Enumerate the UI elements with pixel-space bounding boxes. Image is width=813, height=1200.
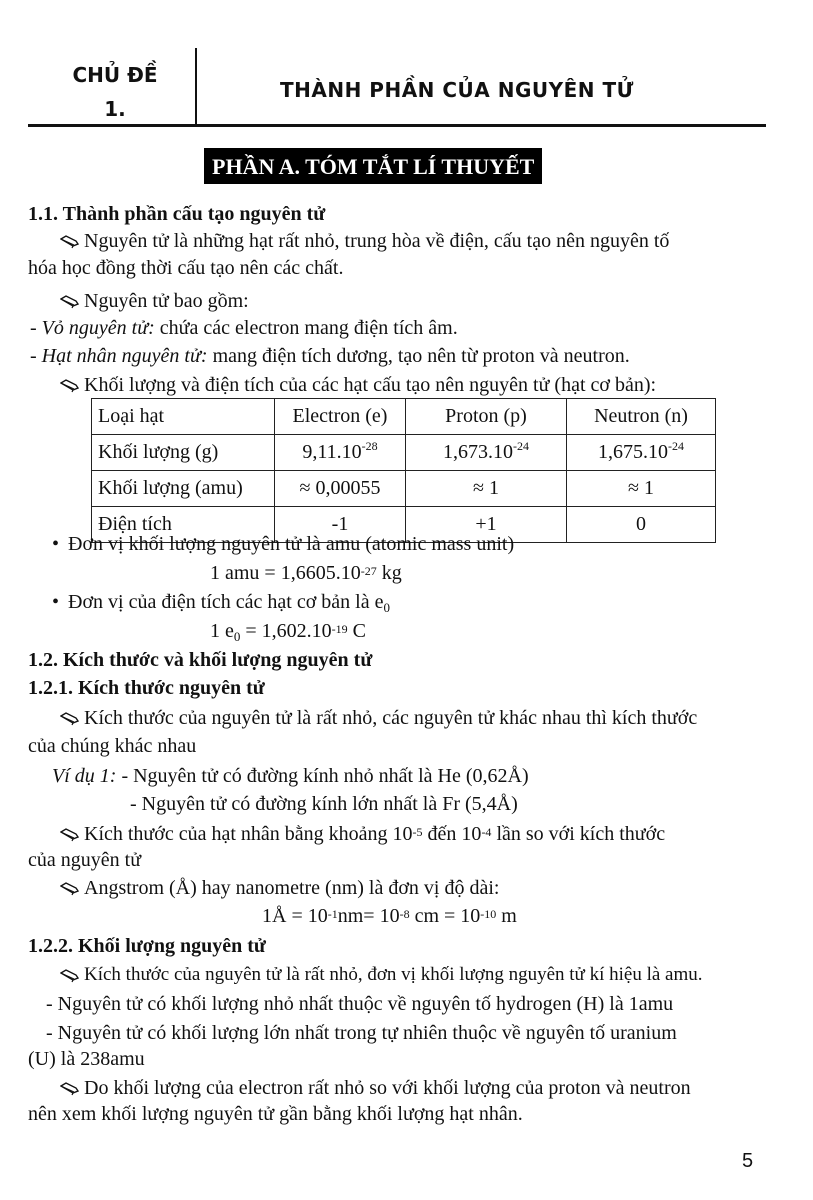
chapter-title: THÀNH PHẦN CỦA NGUYÊN TỬ <box>280 78 634 102</box>
list-item: - Nguyên tử có khối lượng lớn nhất trong tự nhiên thuộc về nguyên tố uranium <box>46 1022 677 1044</box>
equation: 1 $e_0 = 1,602.10^{-19}$ C <box>210 620 367 644</box>
paragraph-text: Do khối lượng của electron rất nhỏ so với khối lượng của proton và neutron <box>84 1077 691 1099</box>
paragraph-text: Kích thước của nguyên tử là rất nhỏ, các nguyên tử khác nhau thì kích thước <box>84 707 698 729</box>
page-number: 5 <box>742 1150 754 1172</box>
paragraph-continuation: hóa học đồng thời cấu tạo nên các chất. <box>28 257 344 279</box>
table-cell: ≈ 0,00055 <box>275 471 406 507</box>
table-cell: ≈ 1 <box>567 471 716 507</box>
term-text: mang điện tích dương, tạo nên từ proton và neutron. <box>207 345 630 367</box>
paragraph-text: Kích thước của nguyên tử là rất nhỏ, đơn vị khối lượng nguyên tử kí hiệu là amu. <box>84 964 703 985</box>
writing-hand-icon <box>60 235 80 249</box>
header-rule <box>28 124 766 127</box>
list-item-nucleus: - Hạt nhân nguyên tử: mang điện tích dương, tạo nên từ proton và neutron. <box>30 345 630 367</box>
writing-hand-icon <box>60 712 80 726</box>
header-divider <box>195 48 197 124</box>
paragraph <box>60 706 697 730</box>
equation: 1Å = $10^{-1}nm= 10^{-8}$ cm = $10^{-10}$ m <box>262 905 517 927</box>
part-a-banner: PHẦN A. TÓM TẮT LÍ THUYẾT <box>204 148 542 184</box>
paragraph-continuation: nên xem khối lượng nguyên tử gần bằng khối lượng hạt nhân. <box>28 1103 523 1125</box>
list-item-shell: - Vỏ nguyên tử: chứa các electron mang điện tích âm. <box>30 317 458 339</box>
paragraph-text: Khối lượng và điện tích của các hạt cấu tạo nên nguyên tử (hạt cơ bản): <box>84 374 657 396</box>
table-cell: Khối lượng (g) <box>92 435 275 471</box>
table-cell: $1,675.10^{-24}$ <box>567 435 716 471</box>
table-cell: Proton (p) <box>406 399 567 435</box>
table-cell: -1 <box>275 507 406 543</box>
writing-hand-icon <box>60 379 80 393</box>
topic-label-line1: CHỦ ĐỀ <box>72 63 158 87</box>
paragraph <box>60 876 499 900</box>
topic-label-line2: 1. <box>104 97 126 121</box>
particle-table <box>91 398 716 543</box>
list-item-text: Đơn vị khối lượng nguyên tử là amu (atomic mass unit) <box>68 533 515 555</box>
writing-hand-icon <box>60 1082 80 1096</box>
table-cell: Electron (e) <box>275 399 406 435</box>
table-cell: ≈ 1 <box>406 471 567 507</box>
term-label: Hạt nhân nguyên tử: <box>41 345 208 367</box>
example-text: - Nguyên tử có đường kính nhỏ nhất là He (0,62Å) <box>116 765 529 787</box>
table-row <box>92 399 716 435</box>
paragraph-text: Angstrom (Å) hay nanometre (nm) là đơn vị độ dài: <box>84 877 500 899</box>
bullet-icon: • <box>52 591 60 613</box>
equation: 1 amu = $1,6605.10^{-27}$ kg <box>210 562 402 584</box>
table-cell: Khối lượng (amu) <box>92 471 275 507</box>
table-cell: +1 <box>406 507 567 543</box>
section-1-2-heading: 1.2. Kích thước và khối lượng nguyên tử <box>28 649 373 671</box>
paragraph-continuation: của nguyên tử <box>28 849 142 871</box>
paragraph <box>60 1076 691 1100</box>
table-row <box>92 471 716 507</box>
term-label: Vỏ nguyên tử: <box>41 317 155 339</box>
section-1-1-heading: 1.1. Thành phần cấu tạo nguyên tử <box>28 203 326 225</box>
table-cell: $1,673.10^{-24}$ <box>406 435 567 471</box>
table-cell: $9,11.10^{-28}$ <box>275 435 406 471</box>
example: - Nguyên tử có đường kính lớn nhất là Fr (5,4Å) <box>130 793 518 815</box>
list-item: • Đơn vị của điện tích các hạt cơ bản là $e_0$ <box>52 591 390 615</box>
writing-hand-icon <box>60 828 80 842</box>
example <box>52 764 529 788</box>
term-text: chứa các electron mang điện tích âm. <box>154 317 458 339</box>
paragraph-continuation: (U) là 238amu <box>28 1048 145 1070</box>
table-cell: Điện tích <box>92 507 275 543</box>
section-1-2-1-heading: 1.2.1. Kích thước nguyên tử <box>28 677 265 699</box>
list-item <box>52 532 514 556</box>
paragraph-text: Nguyên tử là những hạt rất nhỏ, trung hòa về điện, cấu tạo nên nguyên tố <box>84 230 670 252</box>
paragraph-text: Nguyên tử bao gồm: <box>84 290 249 312</box>
list-item: - Nguyên tử có khối lượng nhỏ nhất thuộc về nguyên tố hydrogen (H) là 1amu <box>46 993 674 1015</box>
table-row <box>92 435 716 471</box>
example-label: Ví dụ 1: <box>52 765 117 787</box>
paragraph <box>60 373 656 397</box>
topic-label <box>70 58 160 126</box>
table-cell: Loại hạt <box>92 399 275 435</box>
list-item-text: Đơn vị của điện tích các hạt cơ bản là e <box>68 591 384 613</box>
paragraph: Kích thước của hạt nhân bằng khoảng $10^{-5}$ đến $10^{-4}$ lần so với kích thước <box>60 822 665 846</box>
paragraph-continuation: của chúng khác nhau <box>28 735 197 757</box>
paragraph <box>60 963 703 987</box>
writing-hand-icon <box>60 295 80 309</box>
writing-hand-icon <box>60 969 80 983</box>
paragraph <box>60 289 249 313</box>
writing-hand-icon <box>60 882 80 896</box>
bullet-icon: • <box>52 533 60 555</box>
section-1-2-2-heading: 1.2.2. Khối lượng nguyên tử <box>28 935 266 957</box>
paragraph <box>60 229 669 253</box>
table-cell: Neutron (n) <box>567 399 716 435</box>
table-cell: 0 <box>567 507 716 543</box>
